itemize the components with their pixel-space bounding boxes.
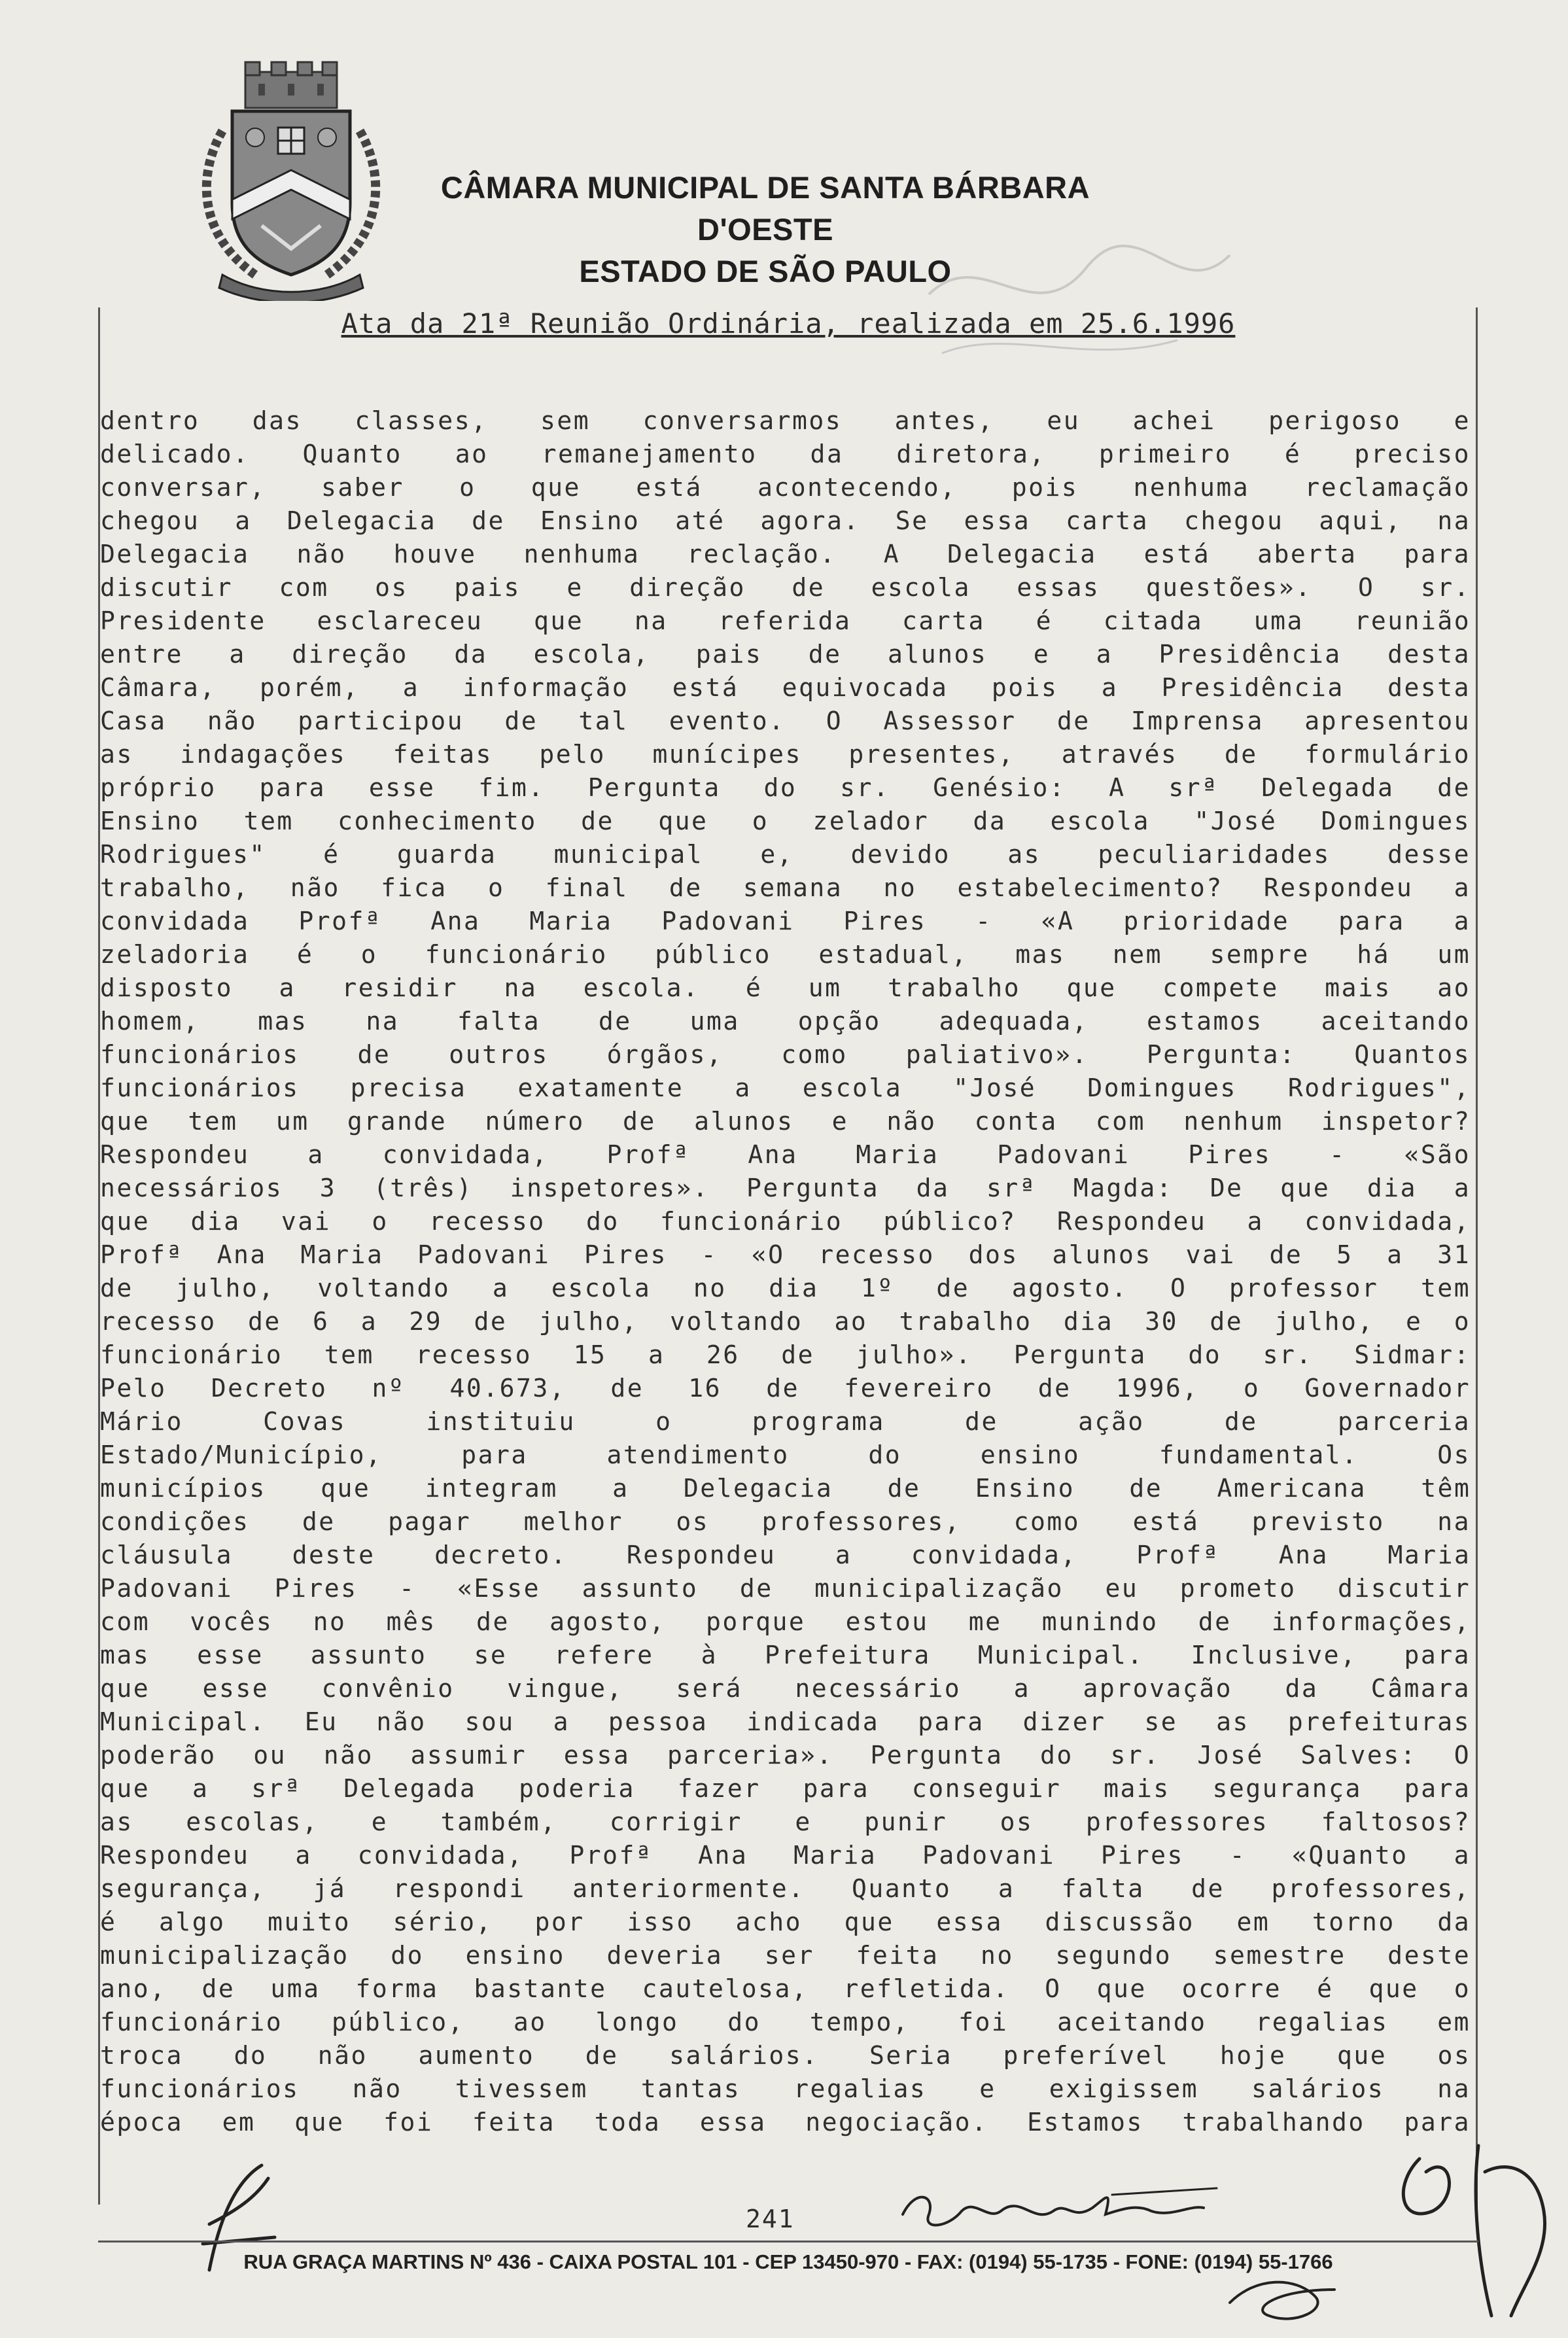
text-line: Câmara, porém, a informação está equivocada pois a Presidência desta bbox=[100, 673, 1471, 702]
text-line: que a srª Delegada poderia fazer para conseguir mais segurança para bbox=[100, 1774, 1471, 1803]
text-line: com vocês no mês de agosto, porque estou me munindo de informações, bbox=[100, 1607, 1471, 1636]
text-line: delicado. Quanto ao remanejamento da diretora, primeiro é preciso bbox=[100, 440, 1471, 468]
text-line: disposto a residir na escola. é um trabalho que compete mais ao bbox=[100, 973, 1471, 1002]
text-line: de julho, voltando a escola no dia 1º de agosto. O professor tem bbox=[100, 1274, 1471, 1302]
footer-rule bbox=[98, 2241, 1478, 2242]
text-line: as escolas, e também, corrigir e punir os professores faltosos? bbox=[100, 1807, 1471, 1836]
text-line: ano, de uma forma bastante cautelosa, refletida. O que ocorre é que o bbox=[100, 1974, 1471, 2003]
text-line: municípios que integram a Delegacia de Ensino de Americana têm bbox=[100, 1474, 1471, 1503]
text-line: Ensino tem conhecimento de que o zelador da escola "José Domingues bbox=[100, 807, 1471, 835]
text-line: mas esse assunto se refere à Prefeitura Municipal. Inclusive, para bbox=[100, 1641, 1471, 1669]
text-line: próprio para esse fim. Pergunta do sr. Genésio: A srª Delegada de bbox=[100, 773, 1471, 802]
text-line: convidada Profª Ana Maria Padovani Pires - «A prioridade para a bbox=[100, 907, 1471, 935]
text-line: funcionário tem recesso 15 a 26 de julho». Pergunta do sr. Sidmar: bbox=[100, 1340, 1471, 1369]
text-line: dentro das classes, sem conversarmos antes, eu achei perigoso e bbox=[100, 406, 1471, 435]
text-line: necessários 3 (três) inspetores». Pergunta da srª Magda: De que dia a bbox=[100, 1174, 1471, 1202]
text-line: cláusula deste decreto. Respondeu a convidada, Profª Ana Maria bbox=[100, 1541, 1471, 1569]
text-line: que esse convênio vingue, será necessário a aprovação da Câmara bbox=[100, 1674, 1471, 1703]
text-line: Padovani Pires - «Esse assunto de municipalização eu prometo discutir bbox=[100, 1574, 1471, 1603]
text-line: Respondeu a convidada, Profª Ana Maria Padovani Pires - «São bbox=[100, 1140, 1471, 1169]
text-line: municipalização do ensino deveria ser feita no segundo semestre deste bbox=[100, 1941, 1471, 1970]
minutes-body bbox=[100, 404, 1471, 2139]
text-line: as indagações feitas pelo munícipes presentes, através de formulário bbox=[100, 740, 1471, 769]
text-line: discutir com os pais e direção de escola essas questões». O sr. bbox=[100, 573, 1471, 602]
minutes-title: Ata da 21ª Reunião Ordinária, realizada em 25.6.1996 bbox=[341, 307, 1236, 340]
text-line: funcionários precisa exatamente a escola "José Domingues Rodrigues", bbox=[100, 1073, 1471, 1102]
text-line: é algo muito sério, por isso acho que essa discussão em torno da bbox=[100, 1908, 1471, 1936]
text-line: trabalho, não fica o final de semana no estabelecimento? Respondeu a bbox=[100, 873, 1471, 902]
signature-right bbox=[1380, 2133, 1563, 2329]
coat-of-arms-logo bbox=[183, 59, 399, 301]
state-name: ESTADO DE SÃO PAULO bbox=[579, 254, 952, 288]
text-line: Municipal. Eu não sou a pessoa indicada para dizer se as prefeituras bbox=[100, 1707, 1471, 1736]
text-line: entre a direção da escola, pais de alunos e a Presidência desta bbox=[100, 640, 1471, 669]
text-line: funcionário público, ao longo do tempo, foi aceitando regalias em bbox=[100, 2008, 1471, 2036]
text-line: segurança, já respondi anteriormente. Quanto a falta de professores, bbox=[100, 1874, 1471, 1903]
text-line: funcionários de outros órgãos, como paliativo». Pergunta: Quantos bbox=[100, 1040, 1471, 1069]
text-line: funcionários não tivessem tantas regalias e exigissem salários na bbox=[100, 2074, 1471, 2103]
footer-address: RUA GRAÇA MARTINS Nº 436 - CAIXA POSTAL 101 - CEP 13450-970 - FAX: (0194) 55-1735 - FONE: (0194) 55-1766 bbox=[243, 2250, 1333, 2273]
text-line: época em que foi feita toda essa negociação. Estamos trabalhando para bbox=[100, 2108, 1471, 2137]
institution-name: CÂMARA MUNICIPAL DE SANTA BÁRBARA D'OESTE bbox=[440, 170, 1090, 247]
text-line: troca do não aumento de salários. Seria preferível hoje que os bbox=[100, 2041, 1471, 2070]
text-line: condições de pagar melhor os professores, como está previsto na bbox=[100, 1507, 1471, 1536]
text-line: conversar, saber o que está acontecendo, pois nenhuma reclamação bbox=[100, 473, 1471, 502]
text-line: que dia vai o recesso do funcionário público? Respondeu a convidada, bbox=[100, 1207, 1471, 1236]
text-line: homem, mas na falta de uma opção adequada, estamos aceitando bbox=[100, 1007, 1471, 1036]
text-line: Estado/Município, para atendimento do ensino fundamental. Os bbox=[100, 1440, 1471, 1469]
signature-center bbox=[890, 2175, 1256, 2241]
text-line: Pelo Decreto nº 40.673, de 16 de fevereiro de 1996, o Governador bbox=[100, 1374, 1471, 1403]
text-line: poderão ou não assumir essa parceria». Pergunta do sr. José Salves: O bbox=[100, 1741, 1471, 1770]
text-line: Mário Covas instituiu o programa de ação de parceria bbox=[100, 1407, 1471, 1436]
text-line: Respondeu a convidada, Profª Ana Maria Padovani Pires - «Quanto a bbox=[100, 1841, 1471, 1870]
text-line: Casa não participou de tal evento. O Assessor de Imprensa apresentou bbox=[100, 707, 1471, 735]
text-line: zeladoria é o funcionário público estadual, mas nem sempre há um bbox=[100, 940, 1471, 969]
signature-bottom bbox=[1217, 2263, 1348, 2335]
text-line: que tem um grande número de alunos e não conta com nenhum inspetor? bbox=[100, 1107, 1471, 1136]
text-line: chegou a Delegacia de Ensino até agora. Se essa carta chegou aqui, na bbox=[100, 506, 1471, 535]
text-line: Presidente esclareceu que na referida carta é citada uma reunião bbox=[100, 606, 1471, 635]
text-line: Rodrigues" é guarda municipal e, devido as peculiaridades desse bbox=[100, 840, 1471, 869]
text-line: Profª Ana Maria Padovani Pires - «O recesso dos alunos vai de 5 a 31 bbox=[100, 1240, 1471, 1269]
text-line: Delegacia não houve nenhuma reclação. A Delegacia está aberta para bbox=[100, 540, 1471, 568]
frame-right-rule bbox=[1476, 307, 1478, 2205]
text-line: recesso de 6 a 29 de julho, voltando ao trabalho dia 30 de julho, e o bbox=[100, 1307, 1471, 1336]
page-number: 241 bbox=[746, 2205, 795, 2233]
